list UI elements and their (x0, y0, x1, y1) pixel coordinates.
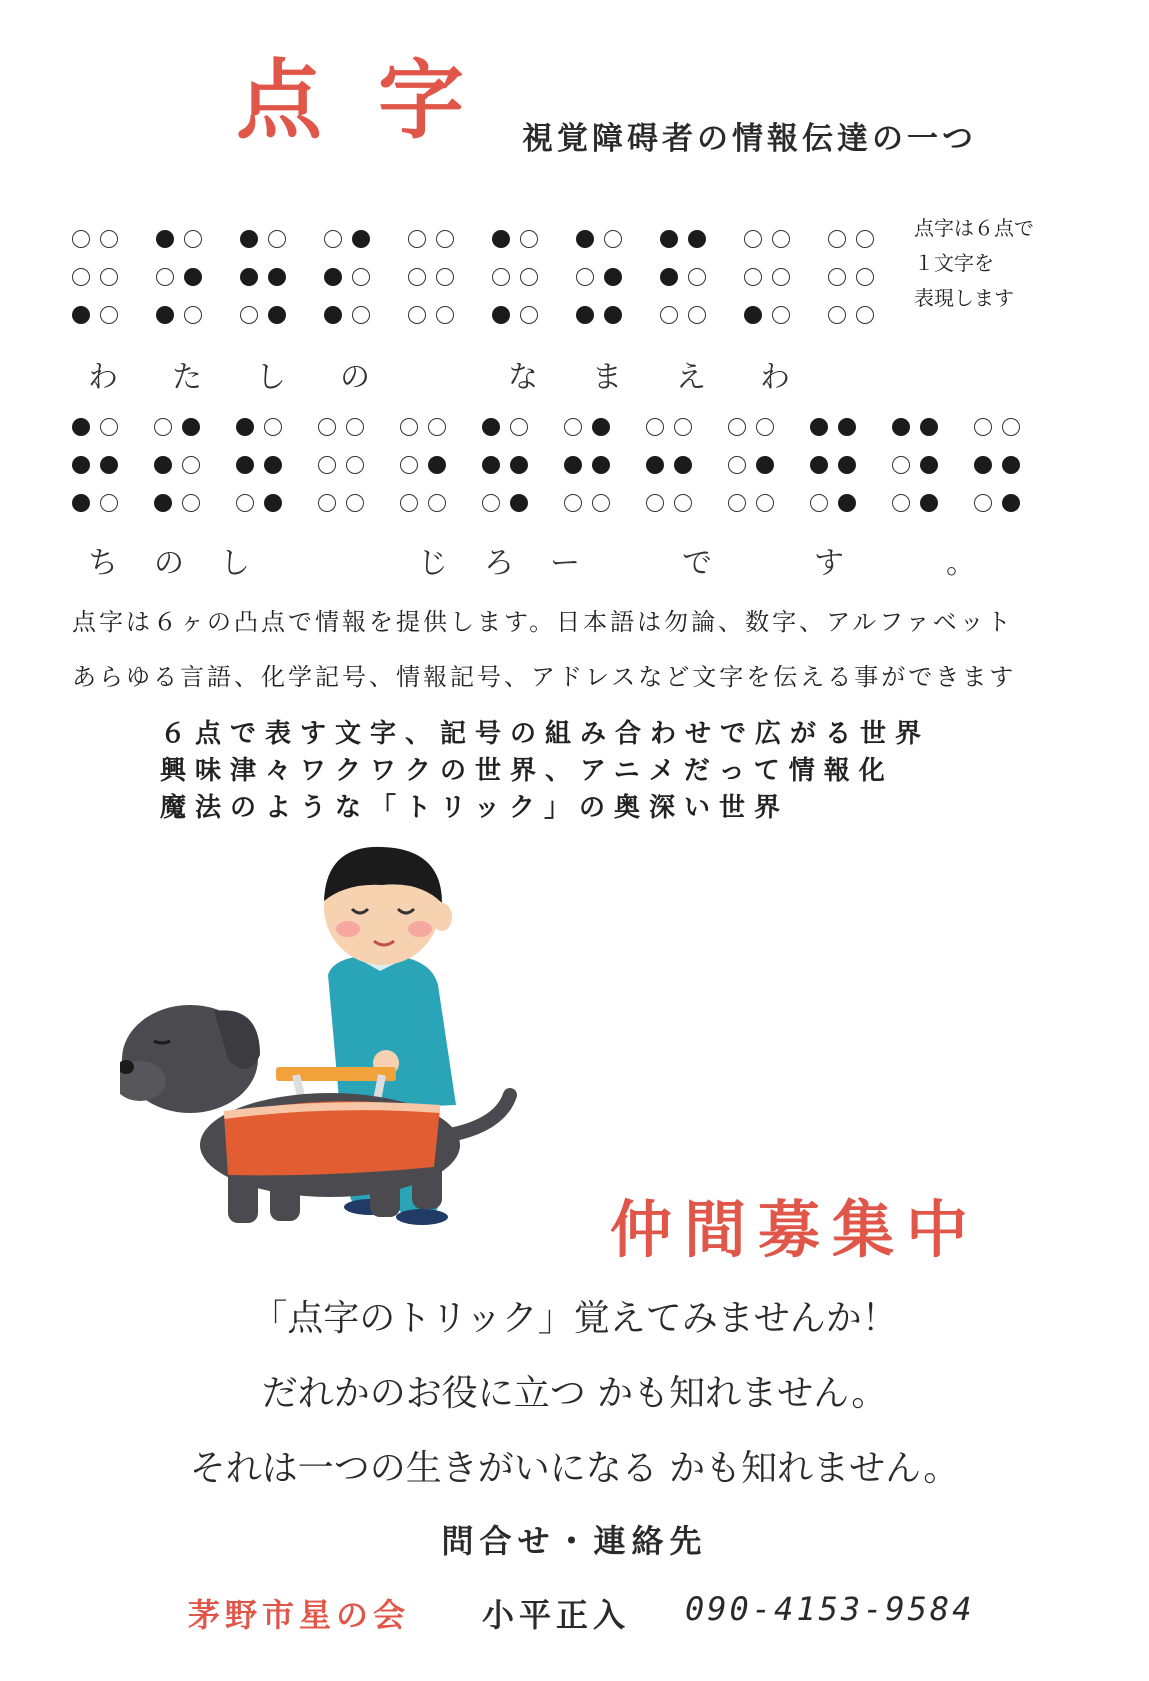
braille-cell (408, 230, 460, 342)
braille-dot-flat (828, 306, 846, 324)
braille-dot-raised (920, 494, 938, 512)
braille-dot-flat (772, 268, 790, 286)
braille-dot-raised (236, 456, 254, 474)
braille-dot-flat (156, 268, 174, 286)
braille-dot-flat (346, 494, 364, 512)
page-title: 点字 (236, 50, 520, 151)
braille-dot-flat (408, 306, 426, 324)
braille-dot-flat (576, 268, 594, 286)
braille-dot-raised (674, 456, 692, 474)
guide-dog-illustration (120, 845, 520, 1225)
braille-dot-flat (564, 494, 582, 512)
kana-label: で (682, 546, 712, 581)
braille-dot-flat (744, 230, 762, 248)
braille-dot-flat (646, 418, 664, 436)
braille-dot-flat (72, 268, 90, 286)
braille-dot-raised (324, 268, 342, 286)
braille-dot-raised (744, 306, 762, 324)
braille-dot-raised (240, 230, 258, 248)
braille-dot-flat (352, 268, 370, 286)
braille-cell (660, 230, 712, 342)
braille-cell (892, 418, 944, 530)
braille-dot-flat (604, 230, 622, 248)
braille-dot-flat (436, 230, 454, 248)
braille-dot-flat (100, 306, 118, 324)
braille-dot-flat (100, 418, 118, 436)
braille-dot-raised (838, 418, 856, 436)
braille-cell (72, 418, 124, 530)
braille-dot-flat (810, 494, 828, 512)
braille-dot-flat (346, 418, 364, 436)
braille-dot-raised (564, 456, 582, 474)
braille-dot-raised (268, 268, 286, 286)
kana-label: ー (550, 546, 580, 581)
braille-cell (974, 418, 1026, 530)
braille-dot-raised (154, 456, 172, 474)
braille-cell (828, 230, 880, 342)
braille-dot-flat (72, 230, 90, 248)
braille-dot-raised (492, 230, 510, 248)
braille-dot-flat (564, 418, 582, 436)
braille-dot-flat (268, 230, 286, 248)
page-subtitle: 視覚障碍者の情報伝達の一つ (522, 121, 977, 157)
braille-cell (564, 418, 616, 530)
braille-dot-flat (756, 494, 774, 512)
braille-dot-raised (592, 418, 610, 436)
braille-dot-raised (264, 494, 282, 512)
braille-dot-raised (920, 418, 938, 436)
braille-note-line-2: １文字を (914, 251, 994, 275)
contact-person: 小平正入 (482, 1596, 631, 1634)
braille-cell (156, 230, 208, 342)
verse-line-3: 魔法のような「トリック」の奥深い世界 (160, 793, 789, 823)
braille-dot-raised (920, 456, 938, 474)
braille-dot-flat (400, 456, 418, 474)
braille-dot-flat (400, 494, 418, 512)
kana-label: な (508, 360, 538, 395)
body-line-1: 点字は６ヶの凸点で情報を提供します。日本語は勿論、数字、アルファベット (72, 608, 1014, 636)
braille-dot-flat (428, 418, 446, 436)
braille-dot-flat (510, 418, 528, 436)
braille-dot-flat (856, 306, 874, 324)
braille-dot-flat (520, 268, 538, 286)
braille-dot-raised (236, 418, 254, 436)
braille-dot-flat (520, 230, 538, 248)
braille-cell (72, 230, 124, 342)
braille-dot-flat (318, 456, 336, 474)
braille-note-line-3: 表現します (914, 286, 1014, 310)
message-line-1: 「点字のトリック」覚えてみませんか！ (251, 1298, 898, 1339)
kana-label: わ (88, 360, 118, 395)
message-line-3: それは一つの生きがいになる かも知れません。 (189, 1448, 960, 1489)
braille-dot-flat (674, 494, 692, 512)
braille-cell (492, 230, 544, 342)
braille-dot-flat (756, 418, 774, 436)
braille-dot-flat (674, 418, 692, 436)
braille-dot-flat (828, 268, 846, 286)
braille-dot-raised (324, 306, 342, 324)
braille-dot-flat (408, 230, 426, 248)
braille-dot-raised (72, 456, 90, 474)
braille-dot-flat (772, 230, 790, 248)
kana-label: わ (760, 360, 790, 395)
braille-dot-flat (1002, 418, 1020, 436)
braille-dot-raised (646, 456, 664, 474)
braille-dot-flat (660, 306, 678, 324)
braille-dot-raised (660, 268, 678, 286)
braille-dot-raised (1002, 494, 1020, 512)
braille-dot-raised (182, 418, 200, 436)
braille-dot-raised (72, 418, 90, 436)
recruitment-heading: 仲間募集中 (610, 1193, 981, 1266)
braille-dot-raised (810, 456, 828, 474)
braille-cell (744, 230, 796, 342)
braille-dot-flat (318, 494, 336, 512)
braille-dot-flat (728, 494, 746, 512)
braille-dot-raised (428, 456, 446, 474)
braille-dot-flat (100, 268, 118, 286)
braille-dot-raised (154, 494, 172, 512)
braille-cell (236, 418, 288, 530)
braille-dot-flat (352, 306, 370, 324)
braille-dot-flat (436, 268, 454, 286)
braille-dot-flat (318, 418, 336, 436)
braille-dot-flat (856, 268, 874, 286)
braille-dot-flat (974, 494, 992, 512)
braille-dot-flat (436, 306, 454, 324)
braille-dot-raised (576, 230, 594, 248)
kana-label: じ (418, 546, 448, 581)
braille-dot-flat (184, 230, 202, 248)
braille-dot-flat (236, 494, 254, 512)
braille-cell (646, 418, 698, 530)
braille-dot-raised (838, 494, 856, 512)
braille-dot-raised (510, 456, 528, 474)
braille-dot-raised (482, 456, 500, 474)
kana-label: の (340, 360, 370, 395)
kana-label: し (220, 546, 250, 581)
braille-dot-flat (100, 230, 118, 248)
kana-label: す (814, 546, 844, 581)
braille-cell (240, 230, 292, 342)
braille-dot-flat (728, 456, 746, 474)
braille-dot-raised (184, 268, 202, 286)
braille-dot-raised (688, 230, 706, 248)
braille-dot-flat (856, 230, 874, 248)
braille-cell (576, 230, 628, 342)
braille-dot-flat (974, 418, 992, 436)
braille-dot-flat (592, 494, 610, 512)
braille-dot-flat (264, 418, 282, 436)
braille-dot-flat (520, 306, 538, 324)
message-line-2: だれかのお役に立つ かも知れません。 (261, 1373, 888, 1414)
contact-heading: 問合せ・連絡先 (441, 1522, 708, 1560)
braille-dot-raised (974, 456, 992, 474)
braille-dot-flat (154, 418, 172, 436)
braille-dot-flat (892, 456, 910, 474)
body-line-2: あらゆる言語、化学記号、情報記号、アドレスなど文字を伝える事ができます (72, 663, 1017, 691)
braille-dot-raised (810, 418, 828, 436)
braille-dot-flat (744, 268, 762, 286)
braille-dot-flat (184, 306, 202, 324)
braille-dot-raised (156, 306, 174, 324)
kana-label: ち (88, 546, 118, 581)
braille-dot-flat (688, 268, 706, 286)
braille-dot-raised (156, 230, 174, 248)
braille-dot-raised (72, 306, 90, 324)
braille-dot-flat (492, 268, 510, 286)
kana-label: ろ (484, 546, 514, 581)
braille-cell (154, 418, 206, 530)
braille-cell (482, 418, 534, 530)
braille-dot-raised (264, 456, 282, 474)
braille-dot-raised (100, 456, 118, 474)
contact-organization: 茅野市星の会 (188, 1596, 411, 1634)
braille-dot-raised (240, 268, 258, 286)
braille-dot-flat (400, 418, 418, 436)
braille-dot-raised (510, 494, 528, 512)
braille-dot-raised (838, 456, 856, 474)
braille-dot-flat (772, 306, 790, 324)
braille-cell (810, 418, 862, 530)
kana-label: え (676, 360, 706, 395)
braille-dot-flat (828, 230, 846, 248)
braille-dot-raised (492, 306, 510, 324)
braille-dot-flat (892, 494, 910, 512)
braille-dot-flat (182, 456, 200, 474)
kana-label: 。 (946, 546, 976, 581)
braille-dot-flat (728, 418, 746, 436)
braille-dot-raised (352, 230, 370, 248)
kana-label: し (256, 360, 286, 395)
braille-dot-raised (892, 418, 910, 436)
kana-label: の (154, 546, 184, 581)
verse-line-1: ６点で表す文字、記号の組み合わせで広がる世界 (160, 719, 931, 749)
braille-cell (728, 418, 780, 530)
braille-dot-flat (182, 494, 200, 512)
braille-dot-raised (604, 268, 622, 286)
kana-label: ま (592, 360, 622, 395)
braille-note-line-1: 点字は６点で (914, 216, 1034, 240)
braille-dot-flat (324, 230, 342, 248)
braille-dot-flat (646, 494, 664, 512)
braille-dot-raised (72, 494, 90, 512)
braille-dot-raised (576, 306, 594, 324)
braille-dot-flat (408, 268, 426, 286)
braille-dot-raised (592, 456, 610, 474)
braille-cell (324, 230, 376, 342)
braille-dot-flat (428, 494, 446, 512)
braille-dot-raised (1002, 456, 1020, 474)
verse-line-2: 興味津々ワクワクの世界、アニメだって情報化 (160, 756, 894, 786)
braille-cell (318, 418, 370, 530)
braille-dot-flat (482, 494, 500, 512)
braille-dot-raised (660, 230, 678, 248)
braille-dot-flat (240, 306, 258, 324)
braille-dot-raised (268, 306, 286, 324)
kana-label: た (172, 360, 202, 395)
contact-phone: 090-4153-9584 (685, 1590, 975, 1628)
braille-dot-flat (346, 456, 364, 474)
braille-dot-raised (756, 456, 774, 474)
braille-cell (400, 418, 452, 530)
braille-dot-flat (100, 494, 118, 512)
braille-dot-raised (604, 306, 622, 324)
braille-dot-flat (688, 306, 706, 324)
braille-dot-raised (482, 418, 500, 436)
